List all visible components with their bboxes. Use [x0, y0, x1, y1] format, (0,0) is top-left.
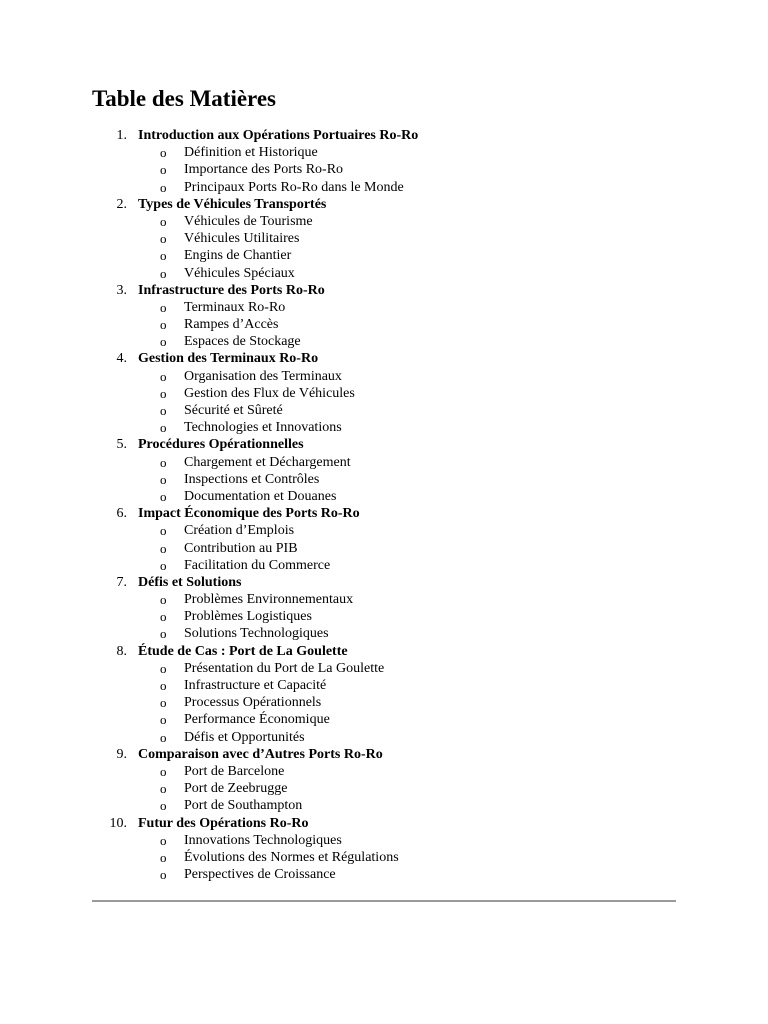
section-number: 9.: [116, 746, 127, 762]
circle-bullet-icon: o: [160, 557, 167, 573]
subsection-item: [0, 333, 768, 350]
circle-bullet-icon: o: [160, 523, 167, 539]
circle-bullet-icon: o: [160, 488, 167, 504]
circle-bullet-icon: o: [160, 420, 167, 436]
subsection-item: [0, 161, 768, 178]
section-title: Comparaison avec d’Autres Ports Ro-Ro: [138, 746, 383, 762]
subsection-item: [0, 402, 768, 419]
section-title: Introduction aux Opérations Portuaires Ro-Ro: [138, 128, 419, 143]
subsection-list: [0, 763, 768, 815]
toc-section: [0, 127, 768, 196]
circle-bullet-icon: o: [160, 781, 167, 797]
circle-bullet-icon: o: [160, 729, 167, 745]
section-number: 10.: [109, 815, 127, 831]
subsection-list: [0, 144, 768, 196]
subsection-item: [0, 488, 768, 505]
circle-bullet-icon: o: [160, 231, 167, 247]
circle-bullet-icon: o: [160, 265, 167, 281]
subsection-label: Chargement et Déchargement: [184, 454, 351, 470]
table-of-contents: [0, 127, 768, 883]
subsection-list: [0, 299, 768, 351]
subsection-item: [0, 694, 768, 711]
circle-bullet-icon: o: [160, 248, 167, 264]
subsection-item: [0, 299, 768, 316]
subsection-label: Perspectives de Croissance: [184, 867, 336, 883]
section-title: Types de Véhicules Transportés: [138, 196, 327, 212]
subsection-list: [0, 660, 768, 746]
circle-bullet-icon: o: [160, 763, 167, 779]
section-title: Défis et Solutions: [138, 574, 242, 590]
toc-section-heading: [0, 643, 768, 660]
subsection-label: Engins de Chantier: [184, 248, 292, 264]
circle-bullet-icon: o: [160, 162, 167, 178]
circle-bullet-icon: o: [160, 454, 167, 470]
subsection-item: [0, 608, 768, 625]
toc-section: [0, 282, 768, 351]
subsection-label: Organisation des Terminaux: [184, 368, 342, 384]
subsection-label: Problèmes Logistiques: [184, 609, 312, 625]
subsection-label: Port de Zeebrugge: [184, 781, 288, 797]
subsection-label: Performance Économique: [184, 712, 330, 728]
toc-section: [0, 574, 768, 643]
circle-bullet-icon: o: [160, 368, 167, 384]
toc-section-heading: [0, 574, 768, 591]
subsection-label: Contribution au PIB: [184, 540, 298, 556]
circle-bullet-icon: o: [160, 299, 167, 315]
toc-section: [0, 505, 768, 574]
toc-section-heading: [0, 282, 768, 299]
subsection-item: [0, 591, 768, 608]
circle-bullet-icon: o: [160, 695, 167, 711]
circle-bullet-icon: o: [160, 712, 167, 728]
toc-section: [0, 196, 768, 282]
circle-bullet-icon: o: [160, 660, 167, 676]
subsection-item: [0, 471, 768, 488]
subsection-item: [0, 780, 768, 797]
subsection-label: Facilitation du Commerce: [184, 557, 331, 573]
toc-section: [0, 350, 768, 436]
subsection-item: [0, 660, 768, 677]
subsection-item: [0, 557, 768, 574]
subsection-item: [0, 179, 768, 196]
circle-bullet-icon: o: [160, 592, 167, 608]
subsection-item: [0, 866, 768, 883]
circle-bullet-icon: o: [160, 334, 167, 350]
section-title: Procédures Opérationnelles: [138, 437, 304, 453]
subsection-label: Création d’Emplois: [184, 523, 295, 539]
subsection-item: [0, 419, 768, 436]
footer-divider: [92, 900, 676, 902]
section-title: Gestion des Terminaux Ro-Ro: [138, 351, 319, 367]
circle-bullet-icon: o: [160, 609, 167, 625]
toc-section-heading: [0, 815, 768, 832]
subsection-label: Définition et Historique: [184, 145, 318, 161]
toc-section: [0, 815, 768, 884]
section-number: 3.: [116, 282, 127, 298]
subsection-item: [0, 540, 768, 557]
toc-section: [0, 746, 768, 815]
circle-bullet-icon: o: [160, 832, 167, 848]
subsection-item: [0, 763, 768, 780]
subsection-label: Évolutions des Normes et Régulations: [184, 849, 399, 865]
subsection-item: [0, 230, 768, 247]
subsection-item: [0, 368, 768, 385]
toc-section-heading: [0, 127, 768, 144]
subsection-label: Véhicules Utilitaires: [184, 231, 300, 247]
subsection-list: [0, 522, 768, 574]
subsection-list: [0, 454, 768, 506]
circle-bullet-icon: o: [160, 849, 167, 865]
subsection-label: Technologies et Innovations: [184, 420, 342, 436]
toc-section-heading: [0, 196, 768, 213]
circle-bullet-icon: o: [160, 213, 167, 229]
subsection-label: Innovations Technologiques: [184, 832, 342, 848]
toc-section: [0, 643, 768, 746]
subsection-label: Véhicules de Tourisme: [184, 213, 313, 229]
section-number: 2.: [116, 196, 127, 212]
circle-bullet-icon: o: [160, 540, 167, 556]
circle-bullet-icon: o: [160, 678, 167, 693]
section-number: 7.: [116, 574, 127, 590]
subsection-item: [0, 316, 768, 333]
circle-bullet-icon: o: [160, 179, 167, 195]
subsection-item: [0, 711, 768, 728]
subsection-label: Port de Barcelone: [184, 763, 285, 779]
subsection-list: [0, 591, 768, 643]
circle-bullet-icon: o: [160, 798, 167, 814]
subsection-label: Présentation du Port de La Goulette: [184, 660, 385, 676]
circle-bullet-icon: o: [160, 385, 167, 401]
section-number: 4.: [116, 351, 127, 367]
subsection-label: Solutions Technologiques: [184, 626, 329, 642]
subsection-label: Processus Opérationnels: [184, 695, 322, 711]
subsection-item: [0, 213, 768, 230]
subsection-label: Véhicules Spéciaux: [184, 265, 295, 281]
subsection-item: [0, 522, 768, 539]
circle-bullet-icon: o: [160, 403, 167, 418]
subsection-label: Principaux Ports Ro-Ro dans le Monde: [184, 179, 404, 195]
section-number: 6.: [116, 506, 127, 522]
subsection-label: Défis et Opportunités: [184, 729, 305, 745]
subsection-label: Terminaux Ro-Ro: [184, 299, 286, 315]
circle-bullet-icon: o: [160, 471, 167, 487]
subsection-label: Rampes d’Accès: [184, 317, 279, 333]
section-number: 5.: [116, 437, 127, 453]
section-title: Impact Économique des Ports Ro-Ro: [138, 506, 360, 522]
toc-section: [0, 436, 768, 505]
subsection-item: [0, 849, 768, 866]
section-number: 1.: [116, 128, 127, 143]
toc-section-heading: [0, 505, 768, 522]
subsection-item: [0, 385, 768, 402]
subsection-item: [0, 677, 768, 694]
subsection-item: [0, 797, 768, 814]
subsection-item: [0, 144, 768, 161]
subsection-label: Problèmes Environnementaux: [184, 592, 354, 608]
subsection-label: Inspections et Contrôles: [184, 471, 320, 487]
circle-bullet-icon: o: [160, 317, 167, 333]
subsection-label: Espaces de Stockage: [184, 334, 301, 350]
subsection-label: Gestion des Flux de Véhicules: [184, 385, 355, 401]
section-title: Infrastructure des Ports Ro-Ro: [138, 282, 325, 298]
subsection-item: [0, 265, 768, 282]
subsection-item: [0, 729, 768, 746]
subsection-label: Port de Southampton: [184, 798, 303, 814]
toc-section-heading: [0, 746, 768, 763]
toc-section-heading: [0, 350, 768, 367]
subsection-item: [0, 247, 768, 264]
subsection-label: Sécurité et Sûreté: [184, 403, 283, 418]
subsection-item: [0, 625, 768, 642]
subsection-item: [0, 832, 768, 849]
circle-bullet-icon: o: [160, 145, 167, 161]
section-title: Étude de Cas : Port de La Goulette: [138, 643, 348, 659]
circle-bullet-icon: o: [160, 626, 167, 642]
subsection-label: Infrastructure et Capacité: [184, 678, 327, 693]
page-title: Table des Matières: [92, 86, 276, 111]
subsection-list: [0, 213, 768, 282]
subsection-list: [0, 832, 768, 884]
subsection-label: Documentation et Douanes: [184, 488, 337, 504]
subsection-label: Importance des Ports Ro-Ro: [184, 162, 344, 178]
section-title: Futur des Opérations Ro-Ro: [138, 815, 309, 831]
section-number: 8.: [116, 643, 127, 659]
subsection-item: [0, 454, 768, 471]
toc-section-heading: [0, 436, 768, 453]
circle-bullet-icon: o: [160, 867, 167, 883]
subsection-list: [0, 368, 768, 437]
